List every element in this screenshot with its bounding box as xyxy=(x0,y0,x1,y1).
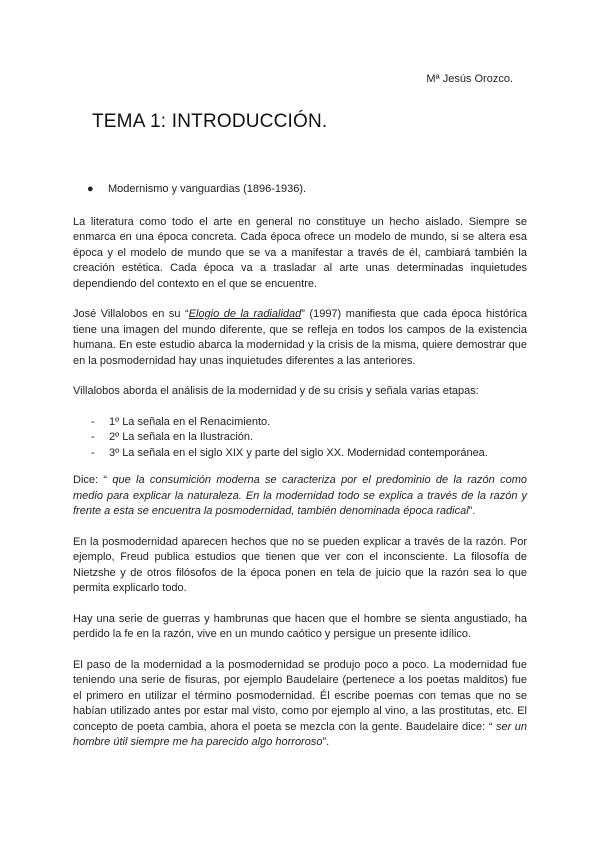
baudelaire-quote: ser un hombre útil siempre me ha parecido algo horroroso xyxy=(73,720,527,748)
paragraph-2-after: ” (1997) manifiesta que cada época histórica tiene una imagen del mundo diferente, que se refleja en todos los campos de la existencia humana. En este estudio abarca la modernidad y la crisis de la misma, quiere demostrar que en la posmodernidad hay unas inquietudes diferentes a las anteriores. xyxy=(73,308,527,367)
book-title: Elogio de la radialidad xyxy=(188,308,302,320)
paragraph-6: Hay una serie de guerras y hambrunas que hacen que el hombre se sienta angustiado, ha perdido la fe en la razón, vive en un mundo caótico y persigue un presente idílico. xyxy=(73,612,527,640)
list-item xyxy=(91,430,527,446)
author-name: Mª Jesús Orozco. xyxy=(426,73,513,85)
paragraph-7-end: ”. xyxy=(322,736,330,748)
list-item xyxy=(91,446,527,462)
paragraph-7 xyxy=(73,658,527,751)
quote-lead: Dice: “ xyxy=(73,474,113,486)
list-item xyxy=(91,415,527,431)
paragraph-4 xyxy=(73,473,527,520)
page-title: TEMA 1: INTRODUCCIÓN. xyxy=(92,111,328,132)
bullet-item xyxy=(87,182,527,198)
paragraph-2 xyxy=(73,307,527,369)
bullet-text: Modernismo y vanguardias (1896-1936). xyxy=(108,183,307,195)
stages-list xyxy=(91,415,527,462)
dash-marker: - xyxy=(91,431,95,443)
dash-marker: - xyxy=(91,446,95,459)
stage-1: 1º La señala en el Renacimiento. xyxy=(109,415,271,428)
paragraph-7-text: El paso de la modernidad a la posmodernidad se produjo poco a poco. La modernidad fue teniendo una serie de fisuras, por ejemplo Baudelaire (pertenece a los poetas malditos) fue el primero en utilizar el término posmodernidad. Él escribe poemas con temas que no se habían utilizado antes por estar mal visto, como por ejemplo al vino, a las prostitutas, etc. El concepto de poeta cambia, ahora el poeta se mezcla con la gente. Baudelaire dice: “ xyxy=(73,658,527,733)
quote-end: ”. xyxy=(468,505,476,517)
paragraph-2-before: José Villalobos en su “ xyxy=(73,308,189,320)
document-body xyxy=(73,182,527,766)
quote-text: que la consumición moderna se caracteriza por el predominio de la razón como medio para explicar la naturaleza. En la modernidad todo se explica a través de la razón y frente a esta se encuentra la posmodernidad, también denominada época radical xyxy=(73,474,527,517)
bullet-dot-icon: ● xyxy=(87,183,94,195)
stage-2: 2º La señala en la Ilustración. xyxy=(109,431,254,443)
stage-3: 3º La señala en el siglo XIX y parte del siglo XX. Modernidad contemporánea. xyxy=(109,446,488,459)
paragraph-1: La literatura como todo el arte en general no constituye un hecho aislado. Siempre se enmarca en una época concreta. Cada época ofrece un modelo de mundo, si se altera esa época y el modelo de mundo que se va a manifestar a través de él, cambiará también la creación estética. Cada época va a trasladar al arte unas determinadas inquietudes dependiendo del contexto en el que se encuentre. xyxy=(73,215,527,290)
paragraph-3: Villalobos aborda el análisis de la modernidad y de su crisis y señala varias etapas: xyxy=(73,385,479,397)
dash-marker: - xyxy=(91,415,95,428)
paragraph-5: En la posmodernidad aparecen hechos que no se pueden explicar a través de la razón. Por ejemplo, Freud publica estudios que tienen que ver con el inconsciente. La filosofía de Nietzshe y de otros filósofos de la época ponen en tela de juicio que la razón sea lo que permita explicarlo todo. xyxy=(73,535,527,594)
